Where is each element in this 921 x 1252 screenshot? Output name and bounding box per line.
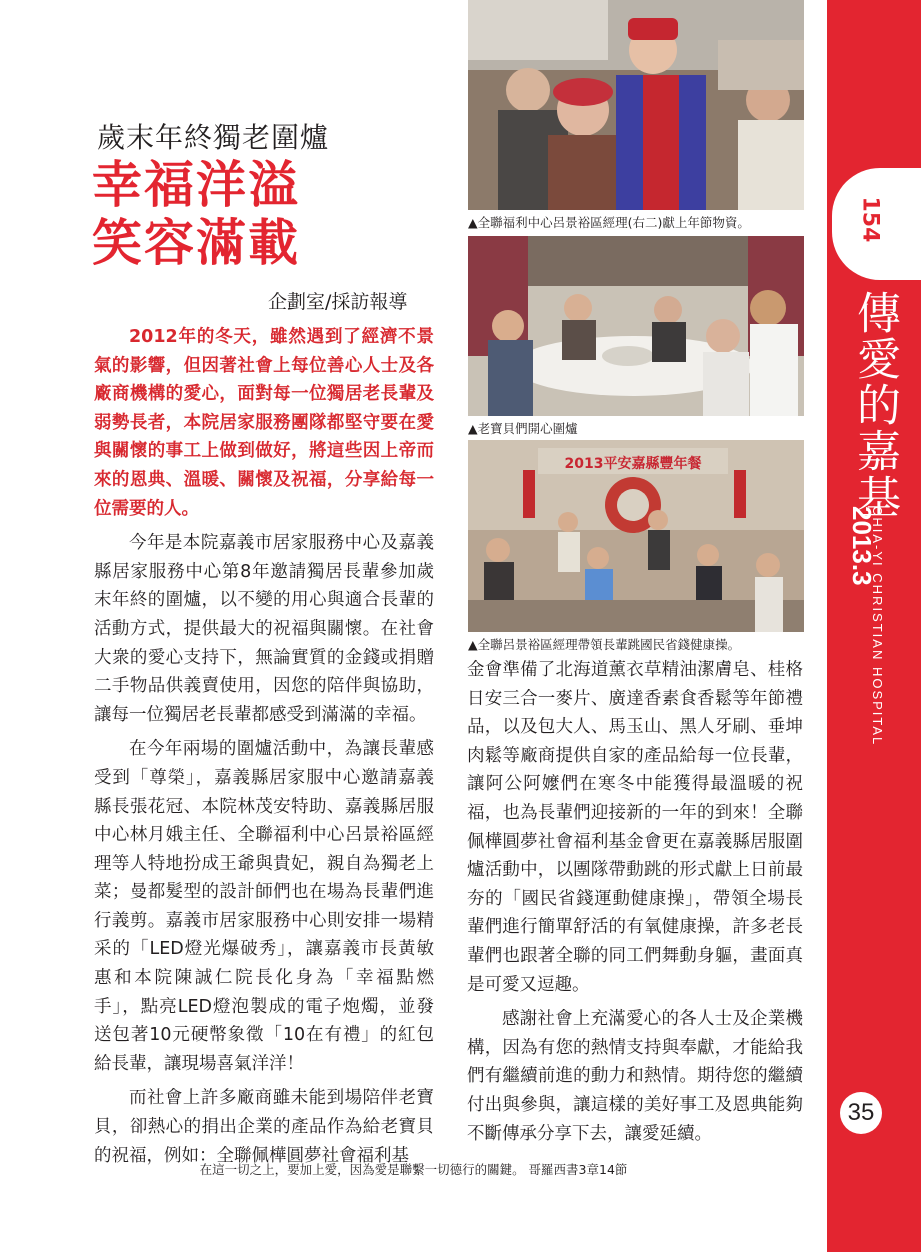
body-paragraph: 在今年兩場的圍爐活動中，為讓長輩感受到「尊榮」，嘉義縣居家服中心邀請嘉義縣長張花冠、本院林茂安特助、嘉義縣居服中心林月娥主任、全聯福利中心呂景裕區經理等人特地扮成王爺與貴妃，親自為獨老上菜；曼都髮型的設計師們也在場為長輩們進行義剪。嘉義市居家服務中心則安排一場精采的「LED燈光爆破秀」，讓嘉義市長黃敏惠和本院陳誠仁院長化身為「幸福點燃手」，點亮LED燈泡製成的電子炮燭，並發送包著10元硬幣象徵「10在有禮」的紅包給長輩，讓現場喜氣洋洋！	[94, 739, 434, 1074]
headline-line-1: 幸福洋溢	[92, 155, 300, 214]
article-byline: 企劃室/採訪報導	[268, 291, 408, 313]
page-number: 35	[840, 1092, 882, 1134]
magazine-title: 傳愛的嘉基	[849, 290, 900, 520]
article-kicker: 歲末年終獨老圍爐	[97, 121, 330, 154]
issue-badge	[832, 168, 921, 280]
issue-number: 154	[857, 196, 883, 243]
issue-date: 2013.3	[847, 506, 877, 586]
body-paragraph: 金會準備了北海道薰衣草精油潔膚皂、桂格日安三合一麥片、廣達香素食香鬆等年節禮品，以及包大人、馬玉山、黑人牙刷、垂坤肉鬆等廠商提供自家的產品給每一位長輩，讓阿公阿嬤們在寒冬中能獲得最溫暖的祝福，也為長輩們迎接新的一年的到來！全聯佩樺圓夢社會福利基金會更在嘉義縣居服圍爐活動中，以團隊帶動跳的形式獻上日前最夯的「國民省錢運動健康操」，帶領全場長輩們進行簡單舒活的有氧健康操，許多老長輩們也跟著全聯的同工們舞動身軀，畫面真是可愛又逗趣。	[467, 660, 803, 995]
body-paragraph: 而社會上許多廠商雖未能到場陪伴老寶貝，卻熱心的捐出企業的產品作為給老寶貝的祝福，例如：全聯佩樺圓夢社會福利基	[94, 1088, 434, 1166]
article-headline	[92, 156, 352, 272]
photo-manager-gifts	[468, 0, 804, 210]
body-column-left	[94, 323, 434, 1176]
hospital-english-name: CHIA-YI CHRISTIAN HOSPITAL	[870, 506, 885, 747]
footer-verse: 在這一切之上，要加上愛，因為愛是聯繫一切德行的關鍵。 哥羅西書3章14節	[199, 1162, 628, 1177]
headline-line-2: 笑容滿載	[92, 213, 300, 272]
photo-caption-1: ▲全聯福利中心呂景裕區經理(右二)獻上年節物資。	[468, 215, 750, 230]
photo-caption-2: ▲老寶貝們開心圍爐	[468, 421, 578, 436]
photo-health-exercise	[468, 440, 804, 632]
photo-banner-text: 2013平安嘉縣豐年餐	[564, 456, 702, 472]
photo-seniors-dinner	[468, 236, 804, 416]
body-paragraph: 今年是本院嘉義市居家服務中心及嘉義縣居家服務中心第8年邀請獨居長輩參加歲末年終的圍爐，以不變的用心與適合長輩的活動方式，提供最大的祝福與關懷。在社會大衆的愛心支持下，無論實質的金錢或捐贈二手物品供義賣使用，因您的陪伴與協助，讓每一位獨居老長輩都感受到滿滿的幸福。	[94, 533, 434, 725]
body-column-right	[467, 656, 803, 1154]
body-paragraph: 感謝社會上充滿愛心的各人士及企業機構，因為有您的熱情支持與奉獻，才能給我們有繼續前進的動力和熱情。期待您的繼續付出與參與，讓這樣的美好事工及恩典能夠不斷傳承分享下去，讓愛延續。	[467, 1009, 803, 1144]
photo-caption-3: ▲全聯呂景裕區經理帶領長輩跳國民省錢健康操。	[468, 637, 741, 652]
lead-paragraph: 2012年的冬天，雖然遇到了經濟不景氣的影響，但因著社會上每位善心人士及各廠商機構的愛心，面對每一位獨居老長輩及弱勢長者，本院居家服務團隊都堅守要在愛與關懷的事工上做到做好，將這些因上帝而來的恩典、溫暖、關懷及祝福，分享給每一位需要的人。	[94, 327, 434, 519]
